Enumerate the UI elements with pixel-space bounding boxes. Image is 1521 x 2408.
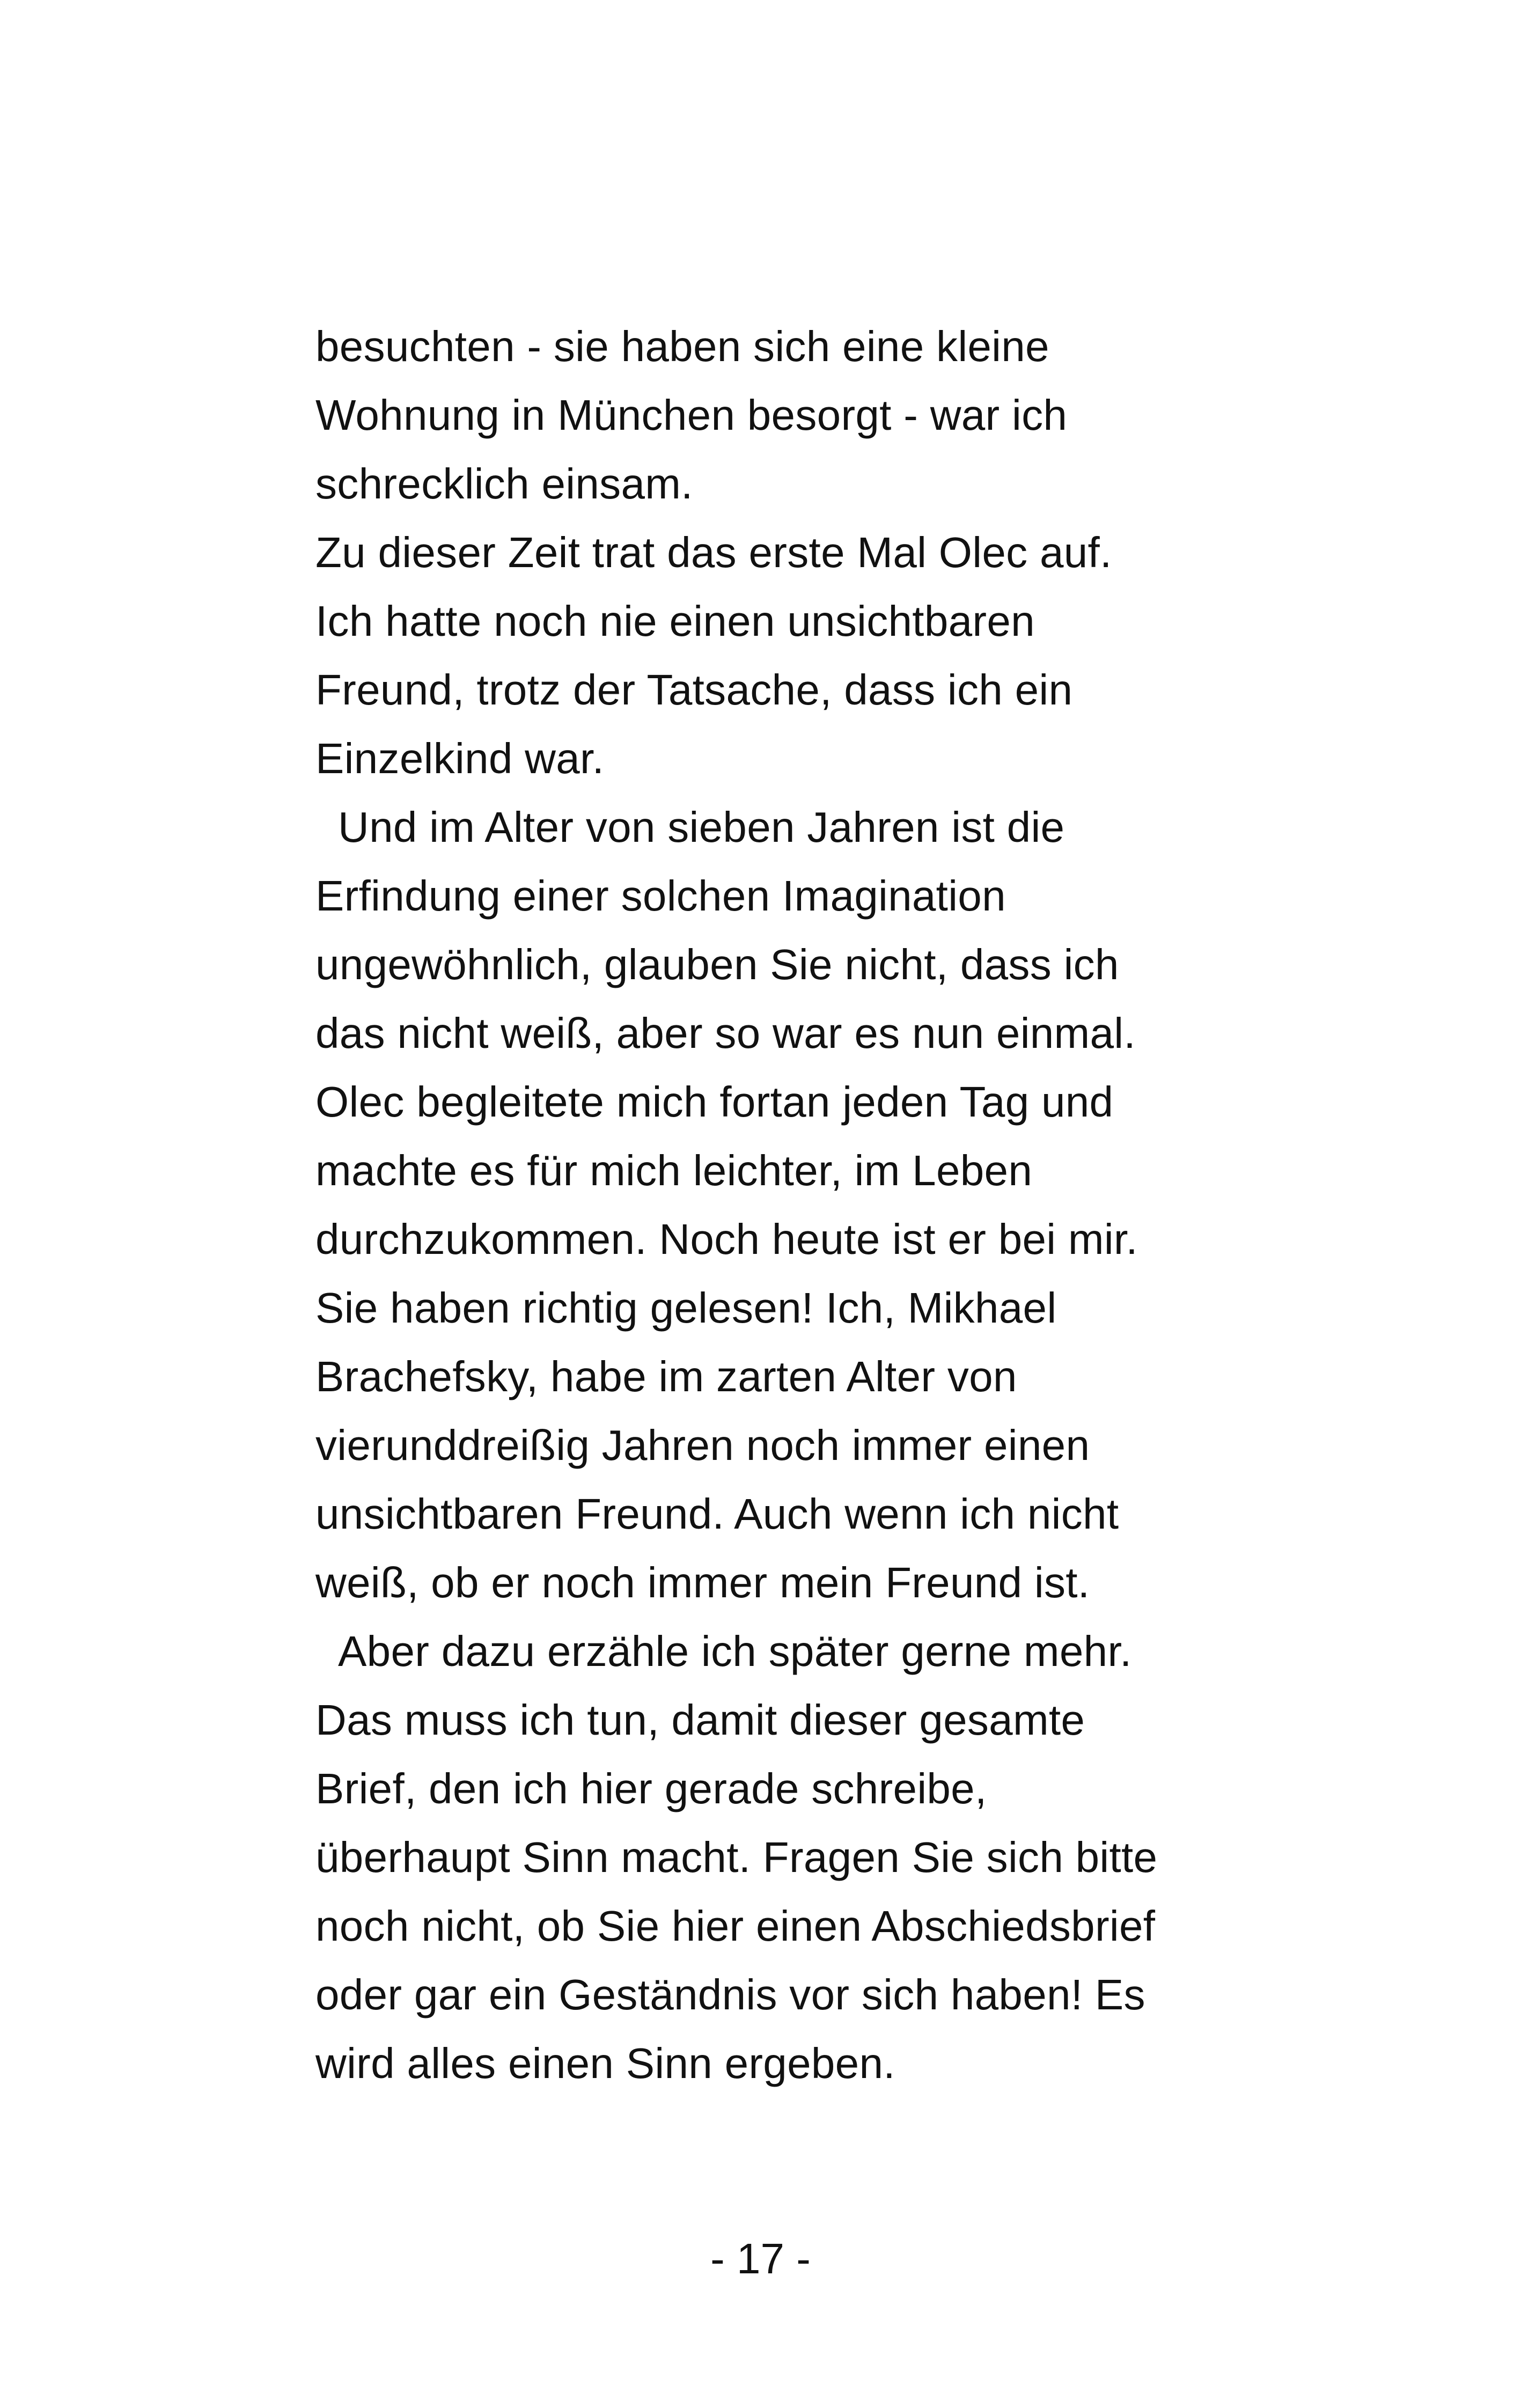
- text-line: Freund, trotz der Tatsache, dass ich ein: [315, 666, 1073, 714]
- text-line: Brief, den ich hier gerade schreibe,: [315, 1765, 987, 1812]
- text-line: Einzelkind war.: [315, 735, 605, 782]
- text-line: vierunddreißig Jahren noch immer einen: [315, 1421, 1090, 1469]
- text-line: wird alles einen Sinn ergeben.: [315, 2039, 895, 2087]
- text-line: Brachefsky, habe im zarten Alter von: [315, 1353, 1017, 1400]
- text-line: Wohnung in München besorgt - war ich: [315, 391, 1068, 439]
- paragraph-start-line: Und im Alter von sieben Jahren ist die: [338, 803, 1065, 851]
- text-line: Ich hatte noch nie einen unsichtbaren: [315, 597, 1035, 645]
- body-text: [315, 312, 1238, 2098]
- page-number: - 17 -: [710, 2235, 811, 2282]
- text-line: machte es für mich leichter, im Leben: [315, 1147, 1033, 1194]
- text-line: unsichtbaren Freund. Auch wenn ich nicht: [315, 1490, 1119, 1538]
- text-line: überhaupt Sinn macht. Fragen Sie sich bitte: [315, 1833, 1158, 1881]
- text-line: weiß, ob er noch immer mein Freund ist.: [315, 1559, 1090, 1606]
- text-line: Erfindung einer solchen Imagination: [315, 872, 1006, 920]
- text-line: ungewöhnlich, glauben Sie nicht, dass ich: [315, 941, 1119, 988]
- text-line: Olec begleitete mich fortan jeden Tag und: [315, 1078, 1114, 1126]
- text-line: Sie haben richtig gelesen! Ich, Mikhael: [315, 1284, 1057, 1332]
- text-line: das nicht weiß, aber so war es nun einmal.: [315, 1009, 1136, 1057]
- paragraph-start-line: Aber dazu erzähle ich später gerne mehr.: [338, 1627, 1132, 1675]
- text-line: schrecklich einsam.: [315, 460, 693, 508]
- text-line: oder gar ein Geständnis vor sich haben! Es: [315, 1971, 1145, 2018]
- text-line: Das muss ich tun, damit dieser gesamte: [315, 1696, 1085, 1744]
- text-line: Zu dieser Zeit trat das erste Mal Olec auf.: [315, 528, 1112, 576]
- text-line: durchzukommen. Noch heute ist er bei mir.: [315, 1215, 1138, 1263]
- text-line: noch nicht, ob Sie hier einen Abschiedsbrief: [315, 1902, 1156, 1950]
- text-line: besuchten - sie haben sich eine kleine: [315, 322, 1049, 370]
